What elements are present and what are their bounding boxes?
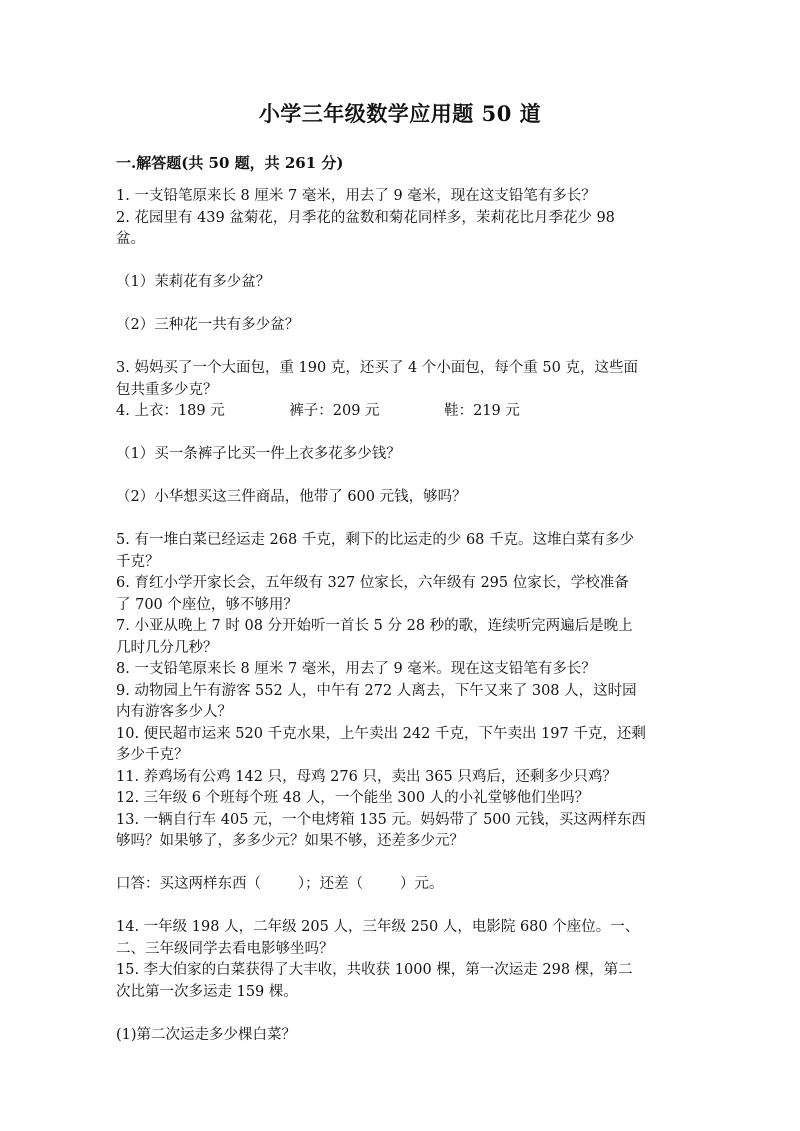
- blank-line: [116, 423, 682, 445]
- blank-line: [116, 896, 682, 918]
- question-line: 次比第一次多运走 159 棵。: [116, 983, 298, 1000]
- question-line: 够吗？如果够了，多多少元？如果不够，还差多少元？: [116, 833, 464, 849]
- question-line: 口答：买这两样东西（ ）；还差（ ）元。: [116, 876, 444, 892]
- blank-line: [116, 853, 682, 875]
- question-line: 8. 一支铅笔原来长 8 厘米 7 毫米，用去了 9 毫米。现在这支铅笔有多长？: [116, 661, 596, 677]
- question-line: 7. 小亚从晚上 7 时 08 分开始听一首长 5 分 28 秒的歌，连续听完两遍后是晚上: [116, 618, 633, 634]
- question-line: 12. 三年级 6 个班每个班 48 人，一个能坐 300 人的小礼堂够他们坐吗？: [116, 790, 590, 806]
- question-line: 多少千克？: [116, 747, 189, 763]
- question-line: （2）小华想买这三件商品，他带了 600 元钱，够吗？: [116, 489, 467, 505]
- question-line: （1）买一条裤子比买一件上衣多花多少钱？: [116, 446, 401, 462]
- question-line: 14. 一年级 198 人，二年级 205 人，三年级 250 人，电影院 680 个座位。一、: [116, 919, 640, 935]
- page-title: 小学三年级数学应用题 50 道: [258, 101, 542, 126]
- blank-line: [116, 337, 682, 359]
- question-line: 包共重多少克？: [116, 381, 218, 398]
- question-line: 2. 花园里有 439 盆菊花，月季花的盆数和菊花同样多，茉莉花比月季花少 98: [116, 209, 615, 226]
- question-line: （1）茉莉花有多少盆？: [116, 274, 271, 290]
- question-line: 15. 李大伯家的白菜获得了大丰收，共收获 1000 棵，第一次运走 298 棵，第二: [116, 962, 633, 978]
- question-line: 了 700 个座位，够不够用？: [116, 596, 298, 613]
- question-line: (1)第二次运走多少棵白菜？: [116, 1026, 297, 1043]
- blank-line: [116, 509, 682, 531]
- question-line: 内有游客多少人？: [116, 704, 232, 720]
- question-line: 千克？: [116, 553, 160, 570]
- question-line: 几时几分几秒？: [116, 639, 218, 656]
- question-list: [116, 186, 682, 1046]
- blank-line: [116, 466, 682, 488]
- question-line: 10. 便民超市运来 520 千克水果，上午卖出 242 千克，下午卖出 197 千克，还剩: [116, 725, 646, 742]
- question-line: 1. 一支铅笔原来长 8 厘米 7 毫米，用去了 9 毫米，现在这支铅笔有多长？: [116, 188, 596, 204]
- question-line: （2）三种花一共有多少盆？: [116, 317, 300, 333]
- question-line: 6. 育红小学开家长会，五年级有 327 位家长，六年级有 295 位家长，学校准备: [116, 575, 629, 591]
- question-line: 5. 有一堆白菜已经运走 268 千克，剩下的比运走的少 68 千克。这堆白菜有多少: [116, 532, 635, 548]
- question-line: 盆。: [116, 231, 145, 247]
- blank-line: [116, 251, 682, 273]
- blank-line: [116, 294, 682, 316]
- question-line: 4. 上衣：189 元 裤子：209 元 鞋：219 元: [116, 403, 520, 419]
- question-line: 9. 动物园上午有游客 552 人，中午有 272 人离去，下午又来了 308 人，这时园: [116, 682, 637, 699]
- question-line: 二、三年级同学去看电影够坐吗？: [116, 940, 334, 957]
- question-line: 11. 养鸡场有公鸡 142 只，母鸡 276 只，卖出 365 只鸡后，还剩多少只鸡？: [116, 768, 617, 785]
- question-line: 13. 一辆自行车 405 元，一个电烤箱 135 元。妈妈带了 500 元钱，买这两样东西: [116, 811, 646, 828]
- question-line: 3. 妈妈买了一个大面包，重 190 克，还买了 4 个小面包，每个重 50 克，这些面: [116, 360, 638, 376]
- section-heading: 一.解答题(共 50 题，共 261 分): [116, 154, 344, 172]
- blank-line: [116, 1003, 682, 1025]
